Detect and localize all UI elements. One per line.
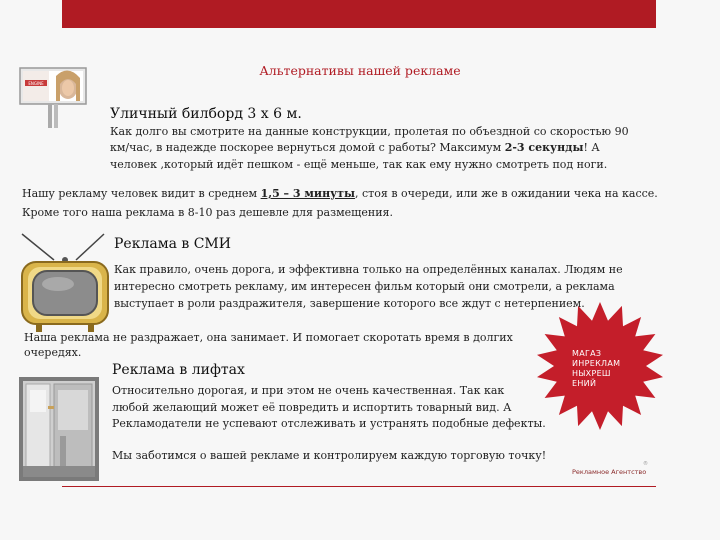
billboard-text-3: человек ,который идёт пешком - ещё меньше, так как ему нужно смотреть под ноги. (110, 158, 608, 171)
not-irritating-text-1: Наша реклама не раздражает, она занимает. И помогает скоротать время в долгих (24, 331, 513, 344)
media-text-1: Как правило, очень дорога, и эффективна только на определённых каналах. Людям не (114, 263, 623, 276)
bottom-divider (62, 486, 656, 487)
svg-text:ENGINE: ENGINE (28, 81, 44, 86)
elevator-image (18, 376, 100, 482)
elevator-text-4: Мы заботимся о вашей рекламе и контролируем каждую торговую точку! (112, 449, 547, 462)
our-ad-text-2: Кроме того наша реклама в 8-10 раз дешевле для размещения. (22, 206, 393, 219)
billboard-heading: Уличный билборд 3 х 6 м. (110, 106, 302, 122)
tv-image (16, 232, 114, 334)
page-title: Альтернативы нашей рекламе (259, 63, 461, 78)
media-heading: Реклама в СМИ (114, 236, 231, 252)
agency-caption: Рекламное Агентство (572, 468, 647, 476)
billboard-seconds: 2-3 секунды (504, 141, 584, 154)
elevator-text-1: Относительно дорогая, и при этом не очень качественная. Так как (112, 384, 505, 397)
not-irritating-text-2: очередях. (24, 346, 82, 359)
our-ad-text-1: Нашу рекламу человек видит в среднем 1,5 – 3 минуты, стоя в очереди, или же в ожидании чека на кассе. (22, 187, 658, 200)
elevator-heading: Реклама в лифтах (112, 362, 245, 378)
logo-wordmark: МАГАЗ ИНРЕКЛАМ НЫХРЕШ ЕНИЙ (572, 349, 621, 388)
top-accent-bar (62, 0, 656, 28)
registered-mark: ® (643, 461, 648, 467)
billboard-image (18, 66, 88, 130)
billboard-text-2: км/час, в надежде поскорее вернуться домой с работы? Максимум 2-3 секунды! А (110, 141, 600, 154)
media-text-3: выступает в роли раздражителя, завершение которого все ждут с нетерпением. (114, 297, 585, 310)
media-text-2: интересно смотреть рекламу, им интересен фильм который они смотрели, а реклама (114, 280, 615, 293)
elevator-text-3: Рекламодатели не успевают отслеживать и устранять подобные дефекты. (112, 417, 546, 430)
elevator-text-2: любой желающий может её повредить и испортить товарный вид. А (112, 401, 512, 414)
billboard-text-1: Как долго вы смотрите на данные конструкции, пролетая по объездной со скоростью 90 (110, 125, 629, 138)
our-ad-minutes: 1,5 – 3 минуты (260, 187, 356, 200)
